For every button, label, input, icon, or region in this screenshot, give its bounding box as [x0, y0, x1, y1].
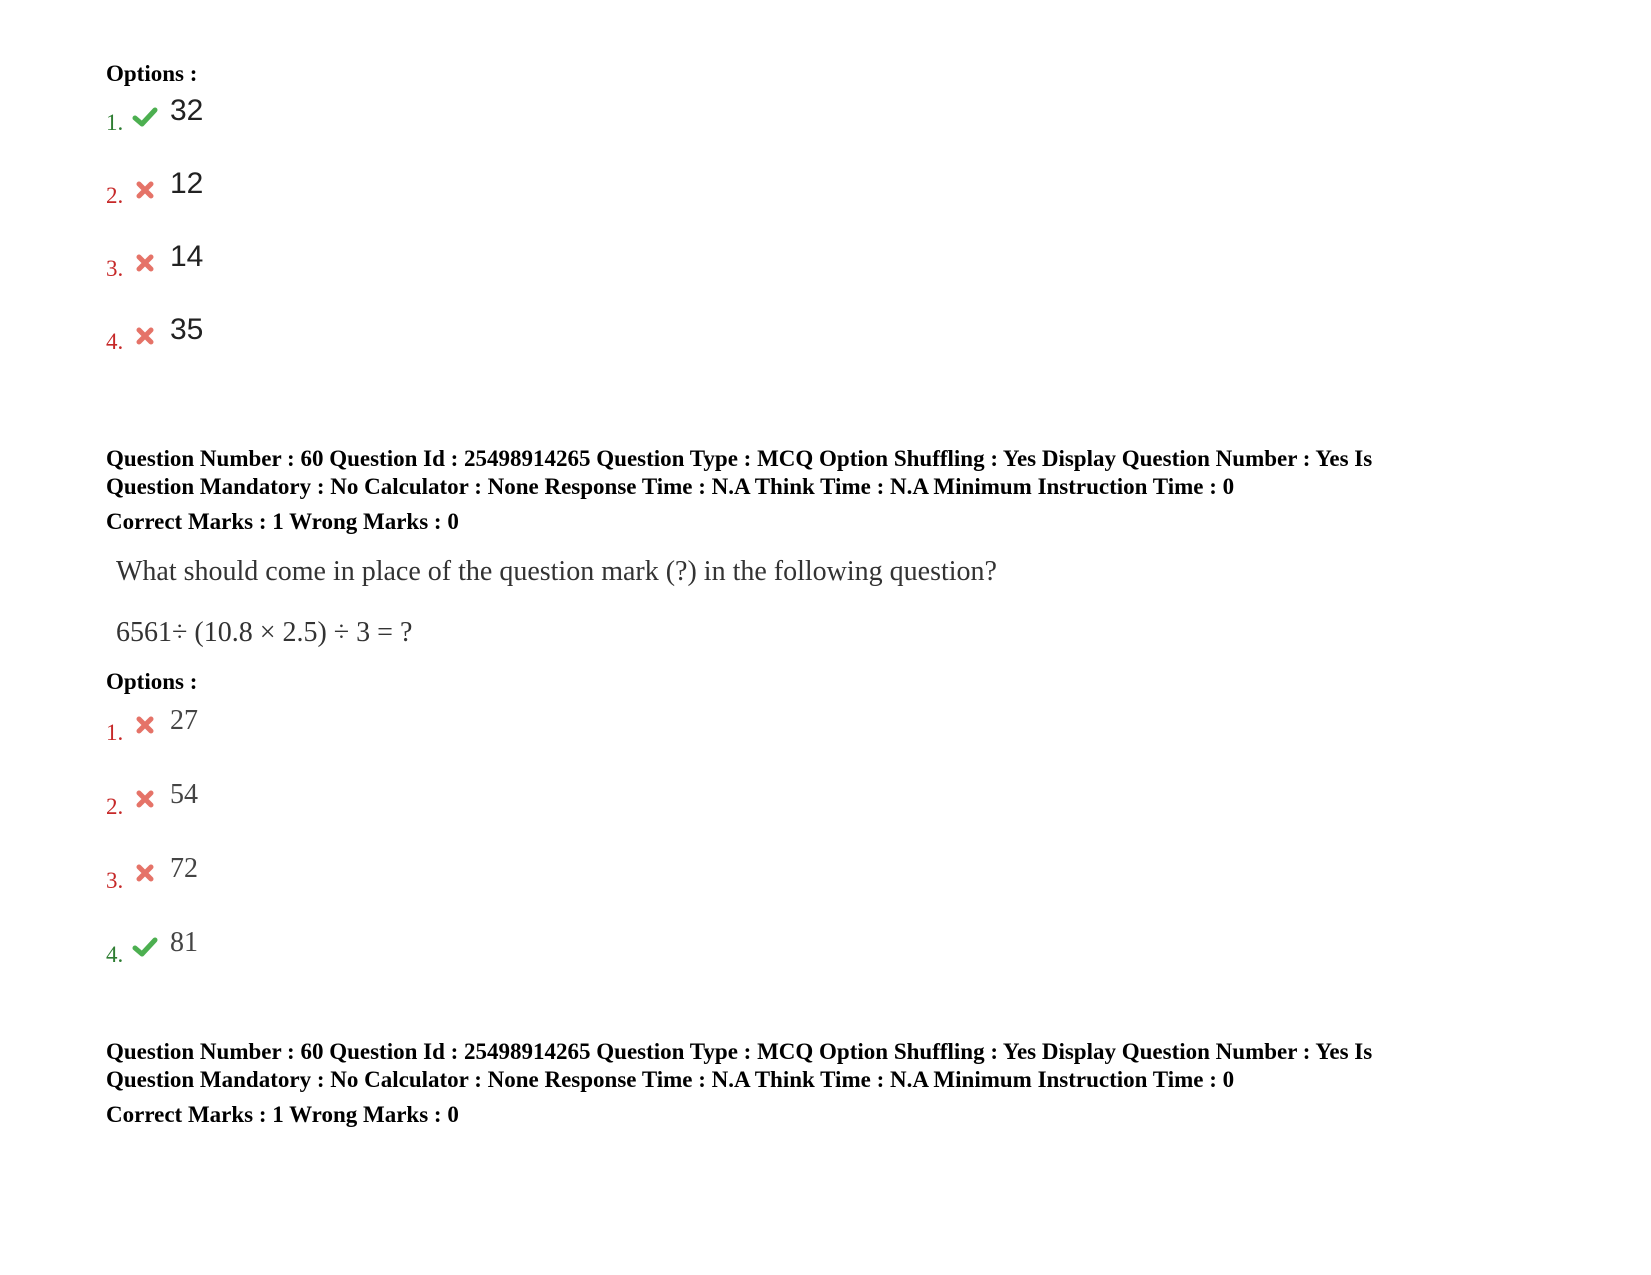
question-expression: 6561÷ (10.8 × 2.5) ÷ 3 = ? — [116, 617, 413, 648]
option-number: 1. — [106, 720, 124, 745]
question-meta-line-2: Question Mandatory : No Calculator : None Response Time : N.A Think Time : N.A Minimum Instruction Time : 0 — [106, 1067, 1235, 1092]
options-label: Options : — [106, 669, 198, 694]
option-value: 35 — [170, 313, 204, 346]
cross-icon — [132, 177, 158, 203]
option-number: 4. — [106, 329, 124, 354]
option-value: 12 — [170, 167, 204, 200]
question-meta-line-2: Question Mandatory : No Calculator : None Response Time : N.A Think Time : N.A Minimum Instruction Time : 0 — [106, 474, 1235, 499]
question-marks: Correct Marks : 1 Wrong Marks : 0 — [106, 509, 459, 534]
option-value: 81 — [170, 927, 198, 958]
cross-icon — [132, 786, 158, 812]
cross-icon — [132, 250, 158, 276]
option-number: 2. — [106, 794, 124, 819]
question-text: What should come in place of the question mark (?) in the following question? — [116, 556, 997, 587]
option-number: 1. — [106, 110, 124, 135]
question-meta-line-1: Question Number : 60 Question Id : 25498914265 Question Type : MCQ Option Shuffling : Yes Display Question Number : Yes Is — [106, 446, 1373, 471]
question-meta-line-1: Question Number : 60 Question Id : 25498914265 Question Type : MCQ Option Shuffling : Yes Display Question Number : Yes Is — [106, 1039, 1373, 1064]
cross-icon — [132, 323, 158, 349]
option-value: 54 — [170, 779, 198, 810]
question-marks: Correct Marks : 1 Wrong Marks : 0 — [106, 1102, 459, 1127]
option-number: 3. — [106, 868, 124, 893]
option-number: 2. — [106, 183, 124, 208]
check-icon — [132, 934, 158, 960]
options-label: Options : — [106, 61, 198, 86]
option-value: 72 — [170, 853, 198, 884]
cross-icon — [132, 860, 158, 886]
question-meta — [106, 1038, 1526, 1094]
option-number: 4. — [106, 942, 124, 967]
option-value: 14 — [170, 240, 204, 273]
option-number: 3. — [106, 256, 124, 281]
question-meta — [106, 445, 1526, 501]
option-value: 32 — [170, 94, 204, 127]
check-icon — [132, 104, 158, 130]
option-value: 27 — [170, 705, 198, 736]
cross-icon — [132, 712, 158, 738]
